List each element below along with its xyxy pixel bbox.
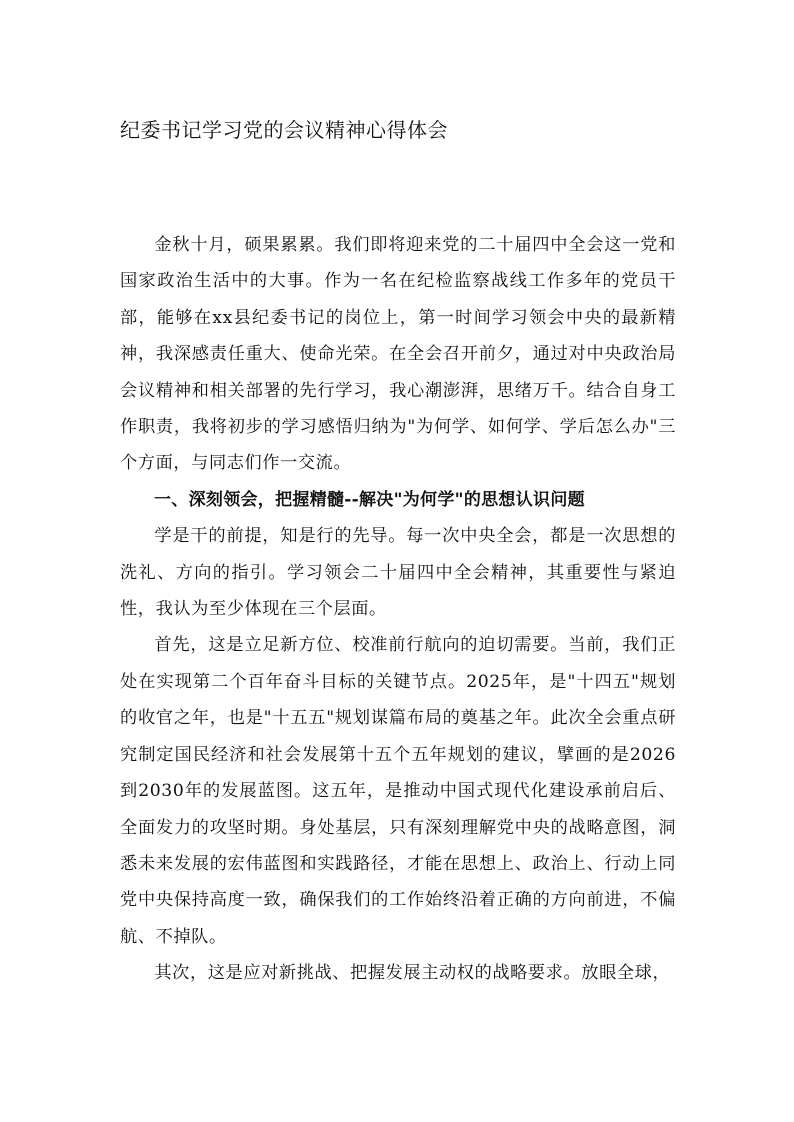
section-paragraph-2: 首先，这是立足新方位、校准前行航向的迫切需要。当前，我们正处在实现第二个百年奋斗目标的关键节点。2025年，是"十四五"规划的收官之年，也是"十五五"规划谋篇布局的奠基之年。此次全会重点研究制定国民经济和社会发展第十五个五年规划的建议，擘画的是2026到2030年的发展蓝图。这五年，是推动中国式现代化建设承前启后、全面发力的攻坚时期。身处基层，只有深刻理解党中央的战略意图，洞悉未来发展的宏伟蓝图和实践路径，才能在思想上、政治上、行动上同党中央保持高度一致，确保我们的工作始终沿着正确的方向前进，不偏航、不掉队。 (120, 635, 676, 947)
section-paragraph-1: 学是干的前提，知是行的先导。每一次中央全会，都是一次思想的洗礼、方向的指引。学习领会二十届四中全会精神，其重要性与紧迫性，我认为至少体现在三个层面。 (120, 526, 676, 620)
section-heading: 一、深刻领会，把握精髓--解决"为何学"的思想认识问题 (154, 489, 585, 510)
section-paragraph-3: 其次，这是应对新挑战、把握发展主动权的战略要求。放眼全球， (154, 963, 671, 984)
document-title: 纪委书记学习党的会议精神心得体会 (120, 118, 448, 142)
intro-paragraph: 金秋十月，硕果累累。我们即将迎来党的二十届四中全会这一党和国家政治生活中的大事。作为一名在纪检监察战线工作多年的党员干部，能够在xx县纪委书记的岗位上，第一时间学习领会中央的最新精神，我深感责任重大、使命光荣。在全会召开前夕，通过对中央政治局会议精神和相关部署的先行学习，我心潮澎湃，思绪万千。结合自身工作职责，我将初步的学习感悟归纳为"为何学、如何学、学后怎么办"三个方面，与同志们作一交流。 (120, 235, 676, 474)
document-body (120, 227, 676, 992)
